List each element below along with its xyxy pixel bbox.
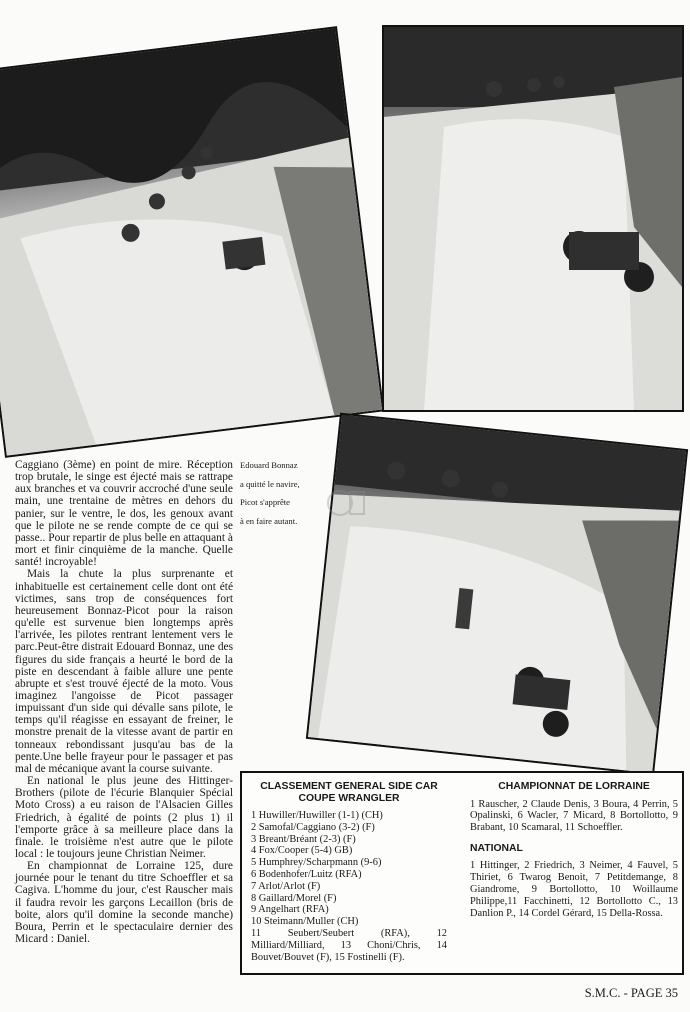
photo-top-right	[382, 25, 684, 412]
list-item: 1 Huwiller/Huwiller (1-1) (CH)	[251, 810, 383, 821]
watermark-logo-icon	[326, 486, 366, 520]
photo-bottom-right	[306, 413, 688, 776]
national-results: 1 Hittinger, 2 Friedrich, 3 Neimer, 4 Fauvel, 5 Thiriet, 6 Twarog Benoit, 7 Petitdemange, 8 Giandrome, 9 Bortollotto, 10 Woillaume Philippe,11 Facchinetti, 12 Bortollotto C., 13 Danlion P., 14 Cordel Gérard, 15 Della-Rossa.	[470, 860, 678, 919]
photo-top-left-scene	[0, 28, 382, 455]
article-paragraph-3: En national le plus jeune des Hittinger-Brothers (pilote de l'écurie Blanquier Spécial Moto Cross) a eu raison de l'Alsacien Gilles Friedrich, à égalité de points (2 plus 1) il l'emporte grâce à sa meilleure place dans la finale. le troisième n'est autre que le pilote local : le toujours jeune Christian Neimer.	[15, 775, 233, 860]
list-item: 9 Angelhart (RFA)	[251, 904, 329, 916]
page-footer: S.M.C. - PAGE 35	[584, 986, 678, 1000]
list-item: 2 Samofal/Caggiano (3-2) (F)	[251, 821, 375, 833]
caption-line: Picot s'apprête	[240, 497, 290, 508]
list-item: 3 Breant/Bréant (2-3) (F)	[251, 833, 356, 845]
general-classification	[251, 781, 447, 963]
article-paragraph-1: Caggiano (3ème) en point de mire. Réception trop brutale, le singe est éjecté mais se rattrape aux branches et va couvrir accroché d'une seule main, une trentaine de mètres en dehors du panier, sur le ventre, le dos, les genoux avant que le pilote ne se rende compte de ce qui se passe.. Pour repartir de plus belle en attaquant à mort et finir cinquième de la manche. Quelle santé! incroyable!	[15, 459, 233, 569]
results-box	[240, 771, 684, 975]
list-item: 10 Steimann/Muller (CH)	[251, 916, 359, 928]
general-classification-title: CLASSEMENT GENERAL SIDE CAR COUPE WRANGLER	[260, 781, 438, 804]
caption-line: à en faire autant.	[240, 515, 298, 526]
national-title: NATIONAL	[470, 842, 523, 854]
caption-line: a quitté le navire,	[240, 478, 300, 489]
article-paragraph-4: En championnat de Lorraine 125, dure journée pour le tenant du titre Schoeffler et sa Cagiva. L'homme du jour, c'est Rauscher mais il faudra revoir les garçons Lecaillon (bris de boite, alors qu'il domine la seconde manche) Boura, Perrin et le spectaculaire dernier des Micard : Daniel.	[15, 860, 233, 946]
lorraine-championship-results: 1 Rauscher, 2 Claude Denis, 3 Boura, 4 Perrin, 5 Opalinski, 6 Wacler, 7 Micard, 8 Bortollotto, 9 Brabant, 10 Scamaral, 11 Schoeffler.	[470, 798, 678, 834]
list-item: 11 Seubert/Seubert (RFA), 12 Milliard/Milliard, 13 Choni/Chris, 14 Bouvet/Bouvet (F), 15 Fostinelli (F).	[251, 927, 447, 963]
article-paragraph-2: Mais la chute la plus surprenante et inhabituelle est certainement celle dont ont été victimes, sans trop de conséquences fort heureusement Bonnaz-Picot pour la raison qu'elle est survenue bien longtemps après l'arrivée, les pilotes rentrant lentement vers le parc.Peut-être distrait Edouard Bonnaz, une des figures du side français a heurté le bord de la piste en descendant à faible allure une pente abrupte et s'est trouvé éjecté de la moto. Vous imaginez l'angoisse de Picot passager impuissant d'un side qui dévalle sans pilote, le temps qu'il réagisse en essayant de freiner, le monstre prenait de la vitesse avant de partir en tonneaux rebondissant jusqu'au bas de la pente.Une belle frayeur pour le passager et pas mal de mécanique avant la course suivante.	[15, 568, 233, 775]
photo-top-left	[0, 26, 384, 458]
list-item: 5 Humphrey/Scharpmann (9-6)	[251, 857, 382, 869]
lorraine-championship	[470, 781, 678, 919]
article-column	[15, 459, 233, 945]
list-item: 6 Bodenhofer/Luitz (RFA)	[251, 868, 362, 880]
photo-top-right-scene	[384, 27, 682, 410]
list-item: 8 Gaillard/Morel (F)	[251, 892, 337, 904]
photo-bottom-right-scene	[308, 415, 686, 773]
photo-caption	[240, 456, 318, 530]
caption-line: Edouard Bonnaz	[240, 460, 298, 470]
list-item: 4 Fox/Cooper (5-4) GB)	[251, 845, 353, 857]
lorraine-championship-title: CHAMPIONNAT DE LORRAINE	[498, 781, 650, 792]
general-classification-list	[251, 810, 447, 963]
list-item: 7 Arlot/Arlot (F)	[251, 880, 321, 892]
